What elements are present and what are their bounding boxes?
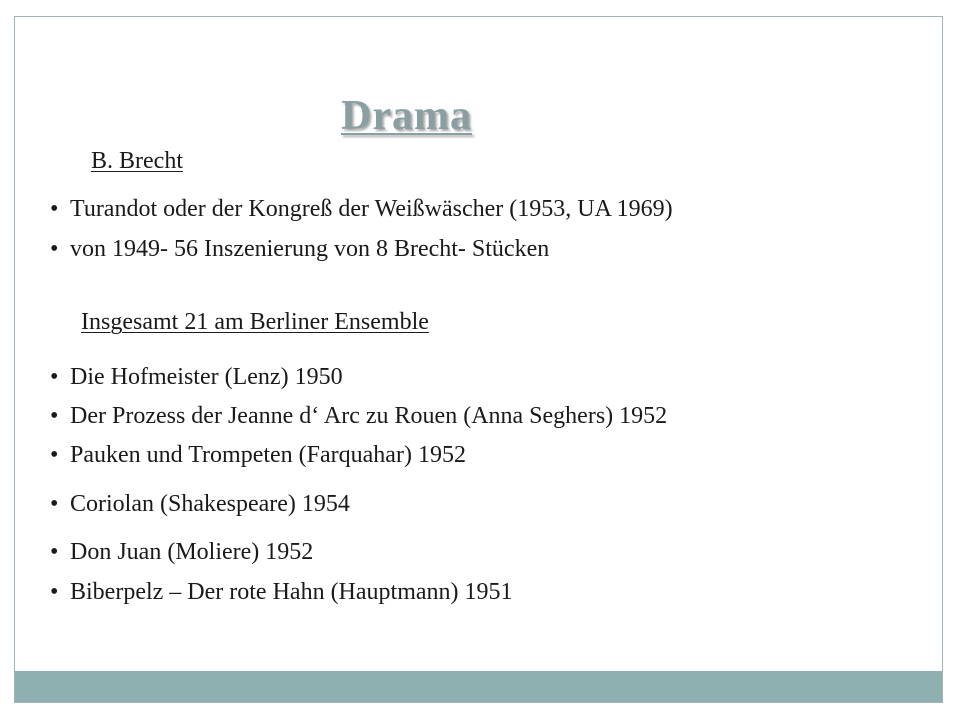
list-item [50,491,350,518]
list-item [50,196,673,223]
list-item-text: Don Juan (Moliere) 1952 [70,539,314,565]
bullet-icon: • [50,403,59,429]
bullet-icon: • [50,442,59,468]
bullet-icon: • [50,236,59,262]
list-item [50,403,667,430]
list-item [50,364,343,391]
list-item-text: von 1949- 56 Inszenierung von 8 Brecht- Stücken [70,236,550,262]
list-item [50,236,549,263]
bullet-icon: • [50,364,59,390]
list-item-text: Pauken und Trompeten (Farquahar) 1952 [70,442,466,468]
author-heading: B. Brecht [91,148,183,174]
footer-band [15,671,942,702]
list-item [50,539,313,566]
list-item-text: Biberpelz – Der rote Hahn (Hauptmann) 1951 [70,579,513,605]
bullet-icon: • [50,491,59,517]
ensemble-heading: Insgesamt 21 am Berliner Ensemble [81,309,429,335]
slide-title: Drama [341,93,472,139]
bullet-icon: • [50,539,59,565]
bullet-icon: • [50,196,59,222]
list-item-text: Coriolan (Shakespeare) 1954 [70,491,350,517]
list-item-text: Turandot oder der Kongreß der Weißwäscher (1953, UA 1969) [70,196,673,222]
list-item-text: Der Prozess der Jeanne d‘ Arc zu Rouen (Anna Seghers) 1952 [70,403,668,429]
list-item [50,442,466,469]
list-item-text: Die Hofmeister (Lenz) 1950 [70,364,343,390]
list-item [50,579,513,606]
bullet-icon: • [50,579,59,605]
